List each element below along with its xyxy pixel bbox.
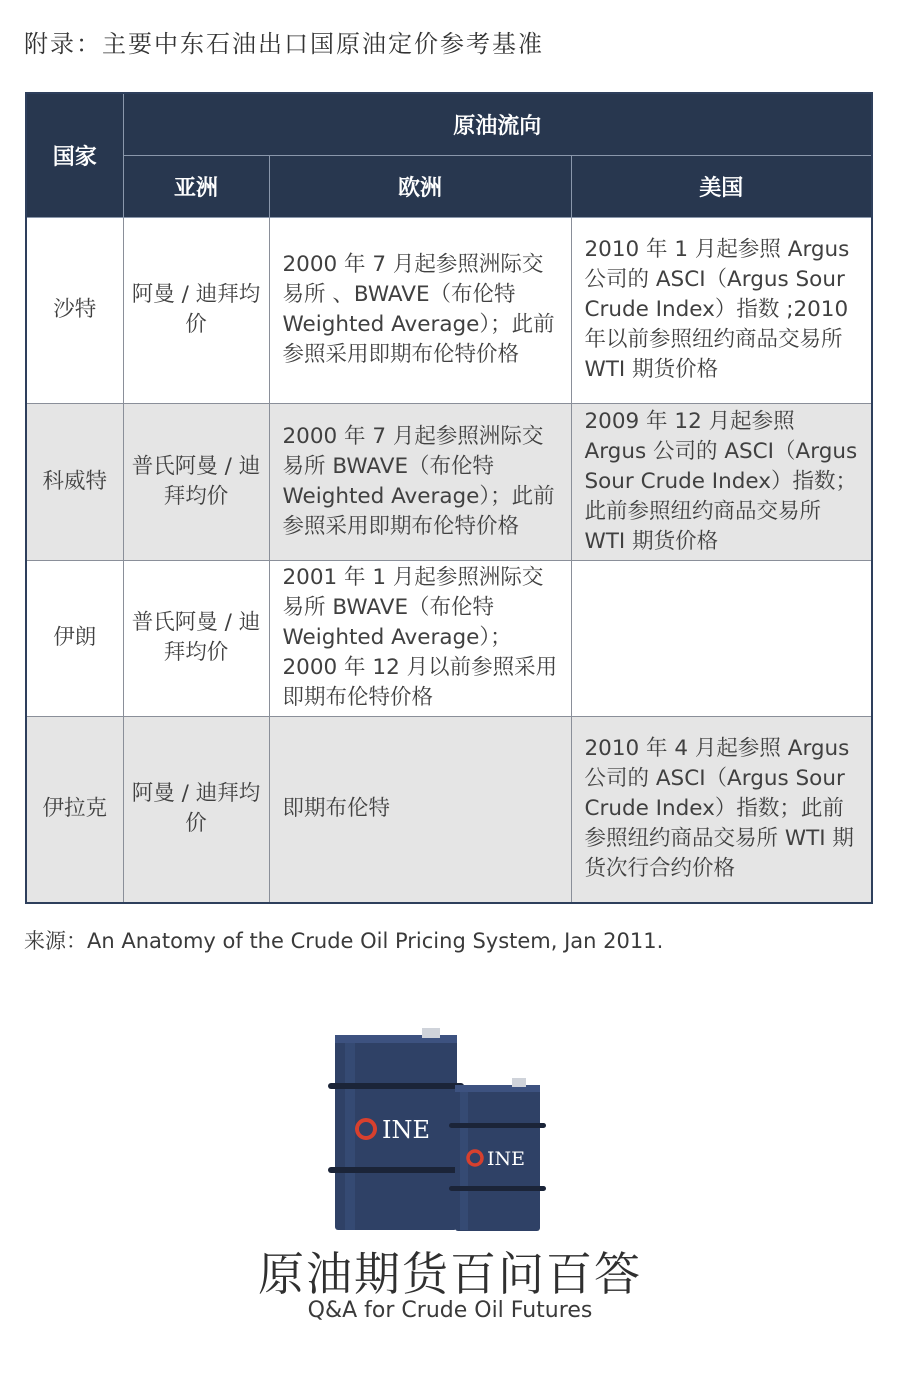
cell-usa: 2010 年 4 月起参照 Argus 公司的 ASCI（Argus Sour Crude Index）指数；此前参照纽约商品交易所 WTI 期货次行合约价格 xyxy=(571,716,872,903)
table-row xyxy=(26,560,872,716)
large-barrel-icon xyxy=(328,1028,464,1230)
cell-europe: 2000 年 7 月起参照洲际交易所 BWAVE（布伦特 Weighted Average）；此前参照采用即期布伦特价格 xyxy=(269,403,571,560)
table-row xyxy=(26,403,872,560)
cell-europe: 2000 年 7 月起参照洲际交易所 、BWAVE（布伦特 Weighted Average）；此前参照采用即期布伦特价格 xyxy=(269,217,571,403)
header-usa: 美国 xyxy=(571,155,872,217)
header-asia: 亚洲 xyxy=(123,155,269,217)
cell-usa xyxy=(571,560,872,716)
cell-asia: 阿曼 / 迪拜均价 xyxy=(123,716,269,903)
header-country: 国家 xyxy=(26,93,123,217)
table-row xyxy=(26,716,872,903)
cell-usa: 2009 年 12 月起参照 Argus 公司的 ASCI（Argus Sour Crude Index）指数；此前参照纽约商品交易所 WTI 期货价格 xyxy=(571,403,872,560)
source-note: 来源：An Anatomy of the Crude Oil Pricing System, Jan 2011. xyxy=(24,929,664,953)
logo-title: 原油期货百问百答 xyxy=(258,1247,642,1301)
table-row xyxy=(26,217,872,403)
cell-country: 伊拉克 xyxy=(26,716,123,903)
cell-europe: 2001 年 1 月起参照洲际交易所 BWAVE（布伦特 Weighted Average）；2000 年 12 月以前参照采用即期布伦特价格 xyxy=(269,560,571,716)
cell-asia: 阿曼 / 迪拜均价 xyxy=(123,217,269,403)
header-europe: 欧洲 xyxy=(269,155,571,217)
small-barrel-label: INE xyxy=(487,1148,525,1170)
cell-usa: 2010 年 1 月起参照 Argus 公司的 ASCI（Argus Sour Crude Index）指数 ;2010 年以前参照纽约商品交易所 WTI 期货价格 xyxy=(571,217,872,403)
pricing-benchmark-table xyxy=(25,92,873,904)
header-direction: 原油流向 xyxy=(123,93,872,155)
table-header-row xyxy=(26,93,872,155)
small-barrel-icon xyxy=(449,1078,546,1231)
cell-asia: 普氏阿曼 / 迪拜均价 xyxy=(123,560,269,716)
table-subheader-row xyxy=(26,155,872,217)
cell-europe: 即期布伦特 xyxy=(269,716,571,903)
logo-subtitle: Q&A for Crude Oil Futures xyxy=(307,1298,593,1323)
cell-country: 科威特 xyxy=(26,403,123,560)
cell-country: 沙特 xyxy=(26,217,123,403)
cell-country: 伊朗 xyxy=(26,560,123,716)
cell-asia: 普氏阿曼 / 迪拜均价 xyxy=(123,403,269,560)
page-title: 附录：主要中东石油出口国原油定价参考基准 xyxy=(24,30,544,58)
large-barrel-label: INE xyxy=(382,1116,430,1144)
oil-barrels-graphic xyxy=(250,1020,650,1240)
